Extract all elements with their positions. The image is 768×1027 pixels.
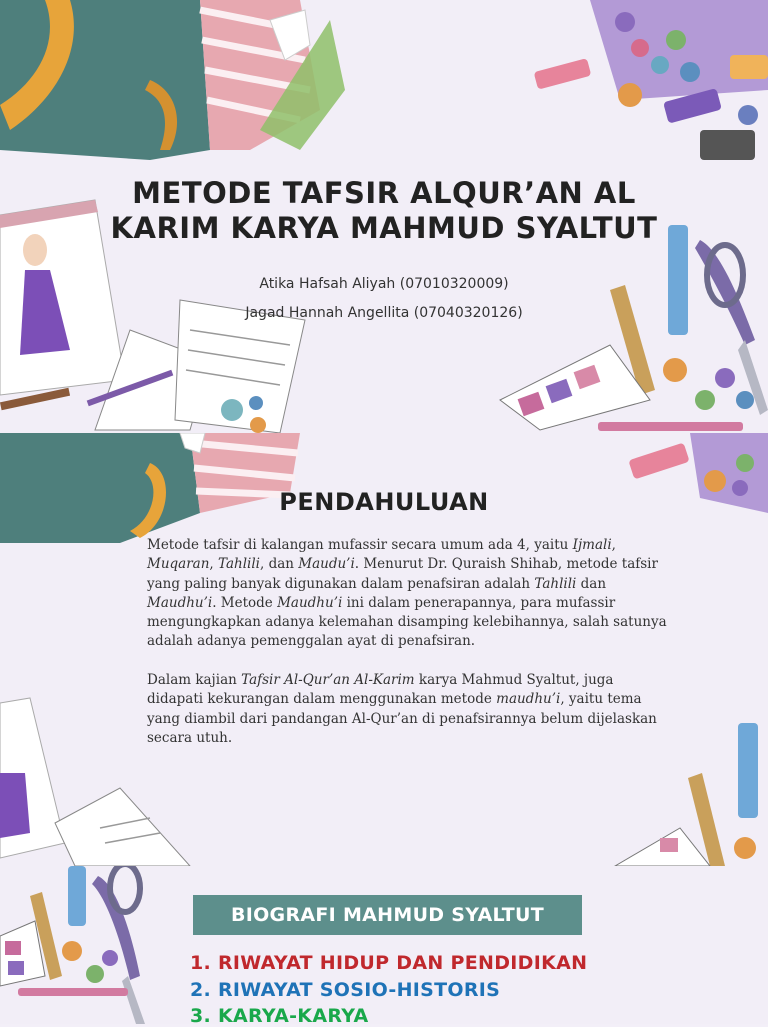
button-icon — [738, 105, 758, 125]
paint-swatch — [8, 961, 24, 975]
button-icon — [249, 396, 263, 410]
thread-spool-icon — [738, 723, 758, 818]
section-title: PENDAHULUAN — [279, 488, 489, 516]
list-item-1: 1. RIWAYAT HIDUP DAN PENDIDIKAN — [190, 952, 588, 974]
button-icon — [651, 56, 669, 74]
paper-sheet — [55, 788, 190, 866]
scissors-blade — [122, 976, 145, 1024]
scissors-icon — [92, 876, 140, 980]
button-icon — [666, 30, 686, 50]
intro-paragraph-2: Dalam kajian Tafsir Al-Qur’an Al-Karim karya Mahmud Syaltut, juga didapati kekurangan dalam menggunakan metode maudhu’i, yaitu tema yang diambil dari pandangan Al-Qur’an di penafsirannya belum dijelaskan secara utuh. — [147, 672, 657, 746]
list-item-3: 3. KARYA-KARYA — [190, 1005, 369, 1027]
intro-paragraph-1: Metode tafsir di kalangan mufassir secara umum ada 4, yaitu Ijmali, Muqaran, Tahlili, dan Maudu’i. Menurut Dr. Quraish Shihab, metode tafsir yang paling banyak digunakan dalam penafsiran adalah Tahlili dan Maudhu’i. Metode Maudhu’i ini dalam penerapannya, para mufassir mengungkapkan adanya kelemahan disamping kelebihannya, salah satunya adalah adanya pemenggalan ayat di penafsiran. — [147, 537, 667, 650]
scissors-handle — [110, 866, 140, 912]
button-icon — [102, 950, 118, 966]
author-2: Jagad Hannah Angellita (07040320126) — [245, 305, 523, 321]
button-icon — [62, 941, 82, 961]
slide-title-text — [0, 176, 768, 246]
button-icon — [615, 12, 635, 32]
button-icon — [736, 391, 754, 409]
slide-introduction — [0, 433, 768, 866]
thread-spool-icon — [68, 866, 86, 926]
thread-spool-icon — [730, 55, 768, 79]
scissors-icon — [695, 240, 755, 345]
watercolor-palette-icon — [500, 345, 650, 430]
slide-title — [0, 0, 768, 433]
thread-spool-icon — [534, 58, 592, 90]
button-icon — [680, 62, 700, 82]
title-line-2: KARIM KARYA MAHMUD SYALTUT — [110, 211, 658, 245]
thread-spool-icon — [628, 443, 689, 480]
title-line-1: METODE TAFSIR ALQUR’AN AL — [132, 176, 636, 210]
button-icon — [631, 39, 649, 57]
purple-fabric — [590, 0, 768, 100]
button-icon — [250, 417, 266, 433]
biography-title: BIOGRAFI MAHMUD SYALTUT — [193, 895, 582, 935]
button-icon — [221, 399, 243, 421]
pencil-icon — [598, 422, 743, 431]
pencil-icon — [18, 988, 128, 996]
author-1: Atika Hafsah Aliyah (07010320009) — [259, 276, 509, 292]
paint-swatch — [5, 941, 21, 955]
list-item-2: 2. RIWAYAT SOSIO-HISTORIS — [190, 979, 501, 1001]
button-icon — [618, 83, 642, 107]
button-icon — [695, 390, 715, 410]
button-icon — [663, 358, 687, 382]
button-icon — [734, 837, 756, 859]
button-icon — [736, 454, 754, 472]
dress-sketch — [0, 773, 30, 838]
button-icon — [86, 965, 104, 983]
paint-swatch — [660, 838, 678, 852]
thread-spool-icon — [700, 130, 755, 160]
button-icon — [715, 368, 735, 388]
